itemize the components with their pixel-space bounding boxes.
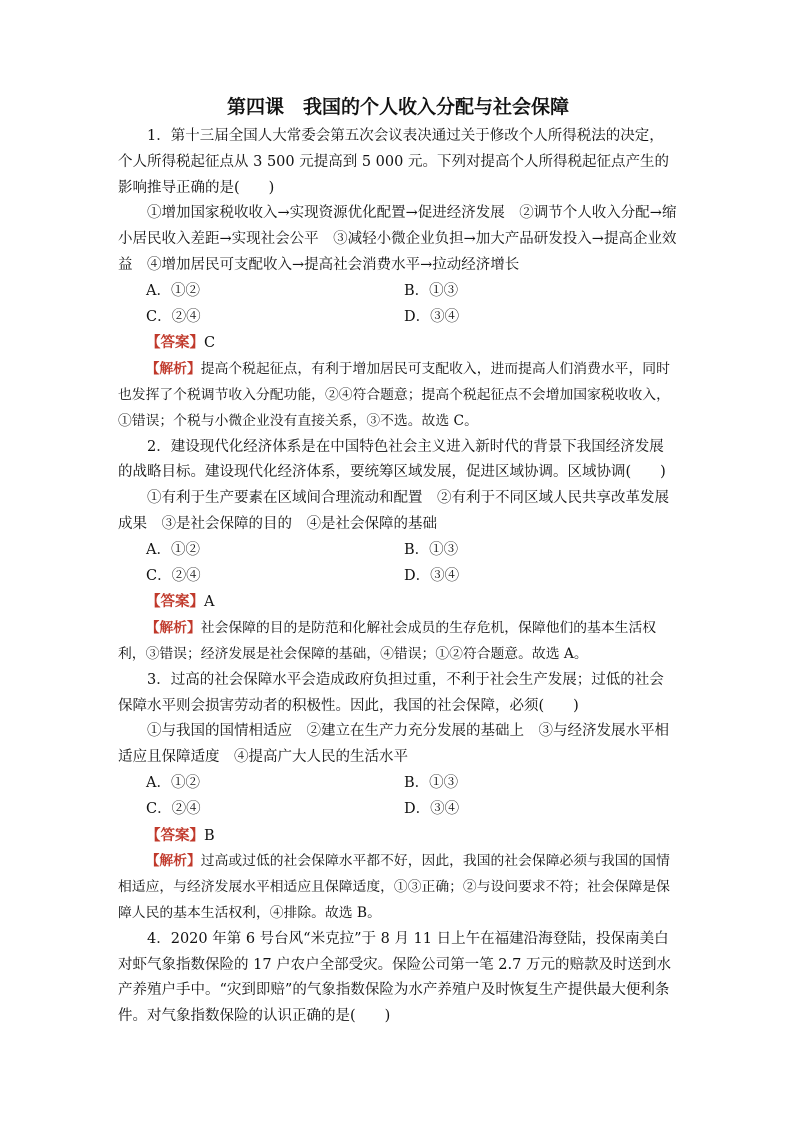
explain-tag: 【解析】 <box>145 853 201 870</box>
explanation-text: 提高个税起征点，有利于增加居民可支配收入，进而提高人们消费水平，同时也发挥了个税调节收入分配功能，②④符合题意；提高个税起征点不会增加国家税收收入，①错误；个税与小微企业没有直接关系，③不选。故选 C。 <box>118 361 670 429</box>
options-row <box>118 564 678 590</box>
explanation-text: 社会保障的目的是防范和化解社会成员的生存危机，保障他们的基本生活权利，③错误；经济发展是社会保障的基础，④错误；①②符合题意。故选 A。 <box>118 620 657 662</box>
question-stem: 1．第十三届全国人大常委会第五次会议表决通过关于修改个人所得税法的决定，个人所得税起征点从 3 500 元提高到 5 000 元。下列对提高个人所得税起征点产生的影响推导正确的是( ) <box>118 128 669 196</box>
question-stem: 3．过高的社会保障水平会造成政府负担过重，不利于社会生产发展；过低的社会保障水平则会损害劳动者的积极性。因此，我国的社会保障，必须( ) <box>118 671 664 714</box>
answer-value: B <box>204 827 215 844</box>
answer-tag: 【答案】 <box>146 334 204 352</box>
explain-tag: 【解析】 <box>145 620 201 637</box>
explanation <box>118 616 678 668</box>
question-statements: ①有利于生产要素在区域间合理流动和配置 ②有利于不同区域人民共享改革发展成果 ③是社会保障的目的 ④是社会保障的基础 <box>118 490 669 532</box>
option-a: A．①② <box>146 282 200 299</box>
answer-tag: 【答案】 <box>146 826 204 844</box>
page-title: 第四课 我国的个人收入分配与社会保障 <box>226 96 569 118</box>
options-row <box>118 305 678 331</box>
question-statements: ①与我国的国情相适应 ②建立在生产力充分发展的基础上 ③与经济发展水平相适应且保障适度 ④提高广大人民的生活水平 <box>118 723 669 766</box>
option-d: D．③④ <box>404 308 460 325</box>
question-stem: 4．2020 年第 6 号台风“米克拉”于 8 月 11 日上午在福建沿海登陆，投保南美白对虾气象指数保险的 17 户农户全部受灾。保险公司第一笔 2.7 万元的赔款及时送到水产养殖户手中。“灾到即赔”的气象指数保险为水产养殖户及时恢复生产提供最大便利条件。对气象指数保险的认识正确的是( ) <box>118 930 671 1025</box>
document-page <box>118 92 678 1030</box>
answer-line <box>118 330 678 357</box>
question-statements: ①增加国家税收收入→实现资源优化配置→促进经济发展 ②调节个人收入分配→缩小居民收入差距→实现社会公平 ③减轻小微企业负担→加大产品研发投入→提高企业效益 ④增加居民可支配收入→提高社会消费水平→拉动经济增长 <box>118 205 677 273</box>
question-3 <box>118 668 678 927</box>
option-b: B．①③ <box>404 282 459 299</box>
question-1 <box>118 124 678 435</box>
options-row <box>118 538 678 564</box>
options-row <box>118 771 678 797</box>
explanation <box>118 357 678 434</box>
explanation-text: 过高或过低的社会保障水平都不好，因此，我国的社会保障必须与我国的国情相适应，与经济发展水平相适应且保障适度，①③正确；②与设问要求不符；社会保障是保障人民的基本生活权利，④排除。故选 B。 <box>118 853 670 921</box>
option-c: C．②④ <box>146 567 201 584</box>
answer-value: C <box>204 335 216 352</box>
answer-line <box>118 589 678 616</box>
option-b: B．①③ <box>404 774 459 791</box>
answer-line <box>118 823 678 850</box>
option-d: D．③④ <box>404 800 460 817</box>
answer-value: A <box>204 594 215 611</box>
answer-tag: 【答案】 <box>146 593 204 611</box>
question-stem: 2．建设现代化经济体系是在中国特色社会主义进入新时代的背景下我国经济发展的战略目标。建设现代化经济体系，要统筹区域发展，促进区域协调。区域协调( ) <box>118 438 666 481</box>
options-row <box>118 797 678 823</box>
option-d: D．③④ <box>404 567 460 584</box>
explanation <box>118 849 678 926</box>
explain-tag: 【解析】 <box>145 361 201 378</box>
option-c: C．②④ <box>146 308 201 325</box>
option-a: A．①② <box>146 541 200 558</box>
options-row <box>118 279 678 305</box>
question-2 <box>118 435 678 668</box>
option-c: C．②④ <box>146 800 201 817</box>
option-a: A．①② <box>146 774 200 791</box>
option-b: B．①③ <box>404 541 459 558</box>
question-4 <box>118 927 678 1030</box>
